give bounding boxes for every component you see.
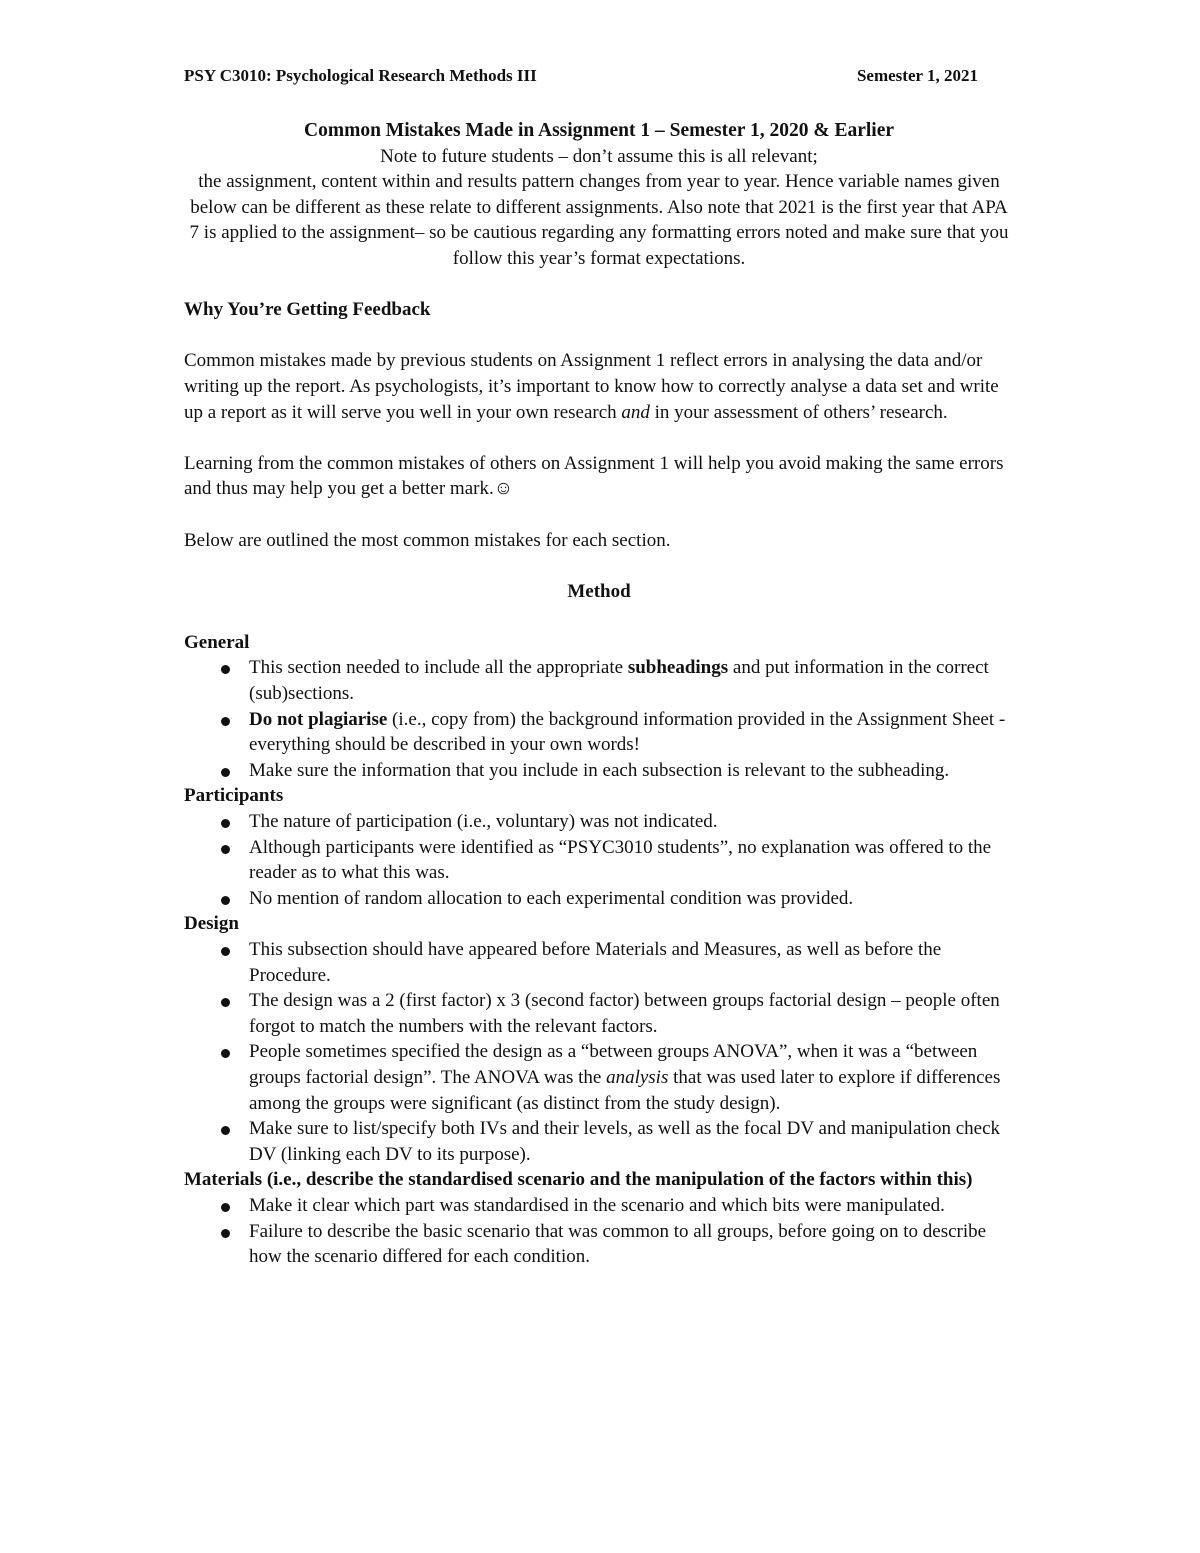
list-item: This subsection should have appeared before Materials and Measures, as well as before the Procedure. [249, 937, 1014, 988]
course-title: PSY C3010: Psychological Research Methods III [184, 66, 537, 85]
method-title: Method [567, 580, 631, 602]
why-paragraph-2: Learning from the common mistakes of others on Assignment 1 will help you avoid making the same errors and thus may help you get a better mark.☺ [184, 452, 1004, 500]
list-item: This section needed to include all the appropriate subheadings and put information in the correct (sub)sections. [249, 655, 1014, 706]
participants-list [184, 809, 1014, 911]
design-heading: Design [184, 913, 239, 935]
smiley-icon: ☺ [493, 478, 514, 500]
general-heading: General [184, 631, 250, 653]
list-item: Although participants were identified as “PSYC3010 students”, no explanation was offered to the reader as to what this was. [249, 835, 1014, 886]
document-body [184, 118, 1014, 1270]
why-paragraph-3: Below are outlined the most common mistakes for each section. [184, 529, 671, 551]
participants-heading: Participants [184, 785, 284, 807]
list-item: No mention of random allocation to each experimental condition was provided. [249, 886, 1014, 912]
general-list [184, 655, 1014, 783]
note-line-1: Note to future students – don’t assume this is all relevant; [380, 145, 818, 167]
note-paragraph: the assignment, content within and results pattern changes from year to year. Hence variable names given below can be different as these relate to different assignments. Also note that 2021 is the first year that APA 7 is applied to the assignment– so be cautious regarding any formatting errors noted and make sure that you follow this year’s format expectations. [189, 171, 1009, 269]
page-header [184, 66, 978, 90]
list-item: Do not plagiarise (i.e., copy from) the background information provided in the Assignment Sheet - everything should be described in your own words! [249, 707, 1014, 758]
list-item: Make it clear which part was standardised in the scenario and which bits were manipulated. [249, 1193, 1014, 1219]
why-heading: Why You’re Getting Feedback [184, 299, 431, 321]
design-list [184, 937, 1014, 1167]
semester-label: Semester 1, 2021 [856, 66, 978, 85]
document-title: Common Mistakes Made in Assignment 1 – Semester 1, 2020 & Earlier [304, 120, 894, 141]
materials-list [184, 1193, 1014, 1270]
list-item: Make sure to list/specify both IVs and their levels, as well as the focal DV and manipulation check DV (linking each DV to its purpose). [249, 1116, 1014, 1167]
materials-heading: Materials (i.e., describe the standardised scenario and the manipulation of the factors within this) [184, 1169, 973, 1191]
list-item: The nature of participation (i.e., voluntary) was not indicated. [249, 809, 1014, 835]
list-item: People sometimes specified the design as a “between groups ANOVA”, when it was a “between groups factorial design”. The ANOVA was the analysis that was used later to explore if differences among the groups were significant (as distinct from the study design). [249, 1039, 1014, 1116]
why-paragraph-1: Common mistakes made by previous students on Assignment 1 reflect errors in analysing the data and/or writing up the report. As psychologists, it’s important to know how to correctly analyse a data set and write up a report as it will serve you well in your own research and in your assessment of others’ research. [184, 350, 999, 423]
list-item: Make sure the information that you include in each subsection is relevant to the subheading. [249, 758, 1014, 784]
list-item: The design was a 2 (first factor) x 3 (second factor) between groups factorial design – people often forgot to match the numbers with the relevant factors. [249, 988, 1014, 1039]
list-item: Failure to describe the basic scenario that was common to all groups, before going on to describe how the scenario differed for each condition. [249, 1219, 1014, 1270]
